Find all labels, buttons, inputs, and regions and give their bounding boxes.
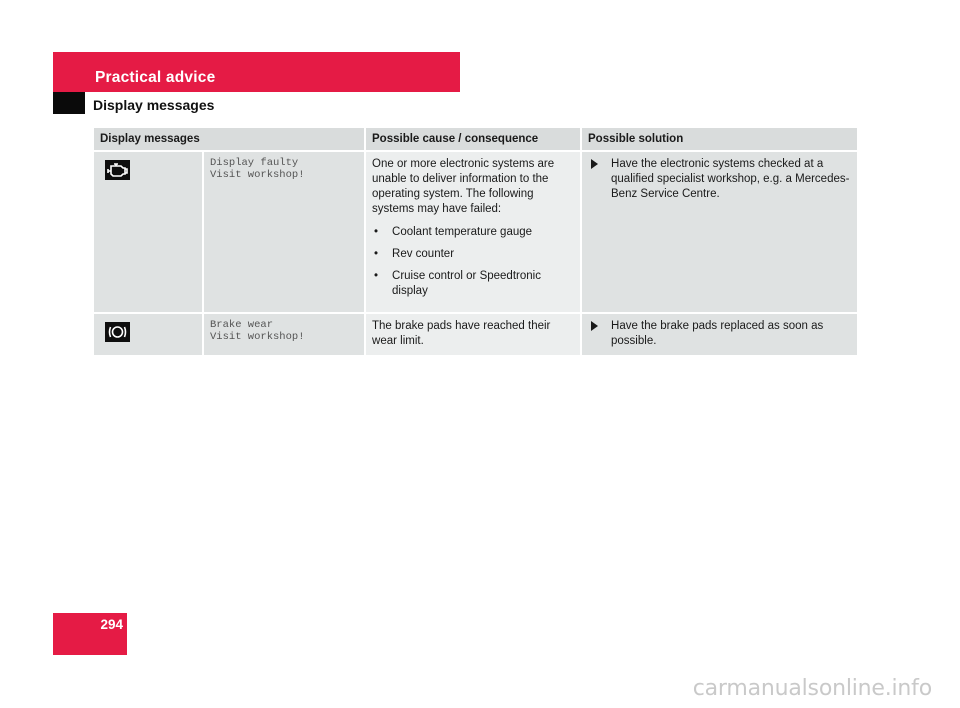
arrow-right-icon — [591, 159, 598, 169]
column-header-cause: Possible cause / consequence — [365, 128, 581, 151]
cause-cell — [365, 313, 581, 356]
subsection-title: Display messages — [93, 97, 215, 113]
engine-icon — [105, 160, 130, 180]
watermark: carmanualsonline.info — [692, 676, 932, 701]
icon-cell — [94, 151, 203, 313]
message-line-2: Visit workshop! — [210, 169, 305, 181]
solution-text: Have the electronic systems checked at a qualified specialist workshop, e.g. a Mercedes-Benz Service Centre. — [611, 158, 850, 200]
message-text — [203, 151, 365, 313]
icon-cell — [94, 313, 203, 356]
cause-text: The brake pads have reached their wear limit. — [372, 320, 551, 347]
subsection-marker — [53, 92, 85, 114]
brake-pad-icon — [105, 322, 130, 342]
cause-list — [372, 225, 574, 299]
page-number-tab — [53, 613, 127, 655]
column-header-display-messages: Display messages — [94, 128, 365, 151]
message-text — [203, 313, 365, 356]
column-header-solution: Possible solution — [581, 128, 858, 151]
arrow-right-icon — [591, 321, 598, 331]
list-item: • Cruise control or Speedtronic display — [372, 269, 574, 299]
table-row — [94, 313, 858, 356]
page-number: 294 — [100, 617, 123, 632]
message-line-1: Brake wear — [210, 319, 274, 331]
cause-text: One or more electronic systems are unable to deliver information to the operating system. The following systems may have failed: — [372, 158, 555, 215]
solution-text: Have the brake pads replaced as soon as possible. — [611, 320, 824, 347]
solution-cell — [581, 313, 858, 356]
table-header-row — [94, 128, 858, 151]
solution-cell — [581, 151, 858, 313]
list-item: • Rev counter — [372, 247, 574, 262]
section-title: Practical advice — [95, 69, 216, 86]
list-item: • Coolant temperature gauge — [372, 225, 574, 240]
message-line-2: Visit workshop! — [210, 331, 305, 343]
message-line-1: Display faulty — [210, 157, 299, 169]
table-row — [94, 151, 858, 313]
cause-cell — [365, 151, 581, 313]
display-messages-table — [94, 128, 859, 357]
